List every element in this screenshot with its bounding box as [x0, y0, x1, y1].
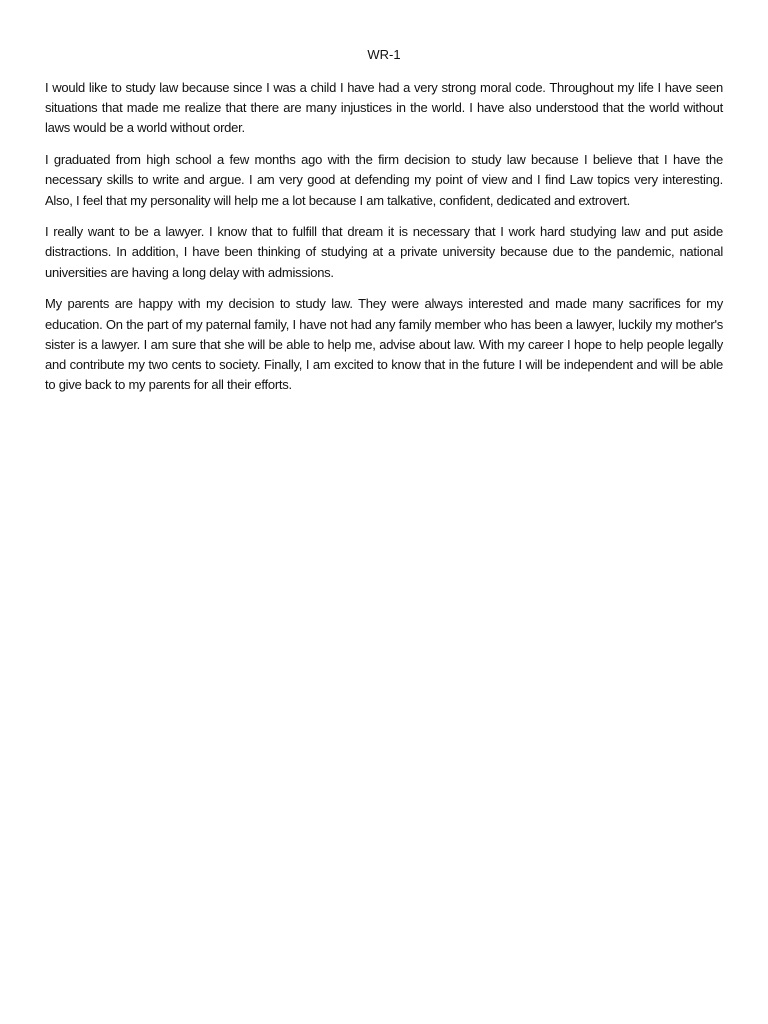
document-title: WR-1 [367, 47, 401, 62]
paragraph-1: I would like to study law because since I was a child I have had a very strong moral code. Throughout my life I have seen situations that made me realize that there are many injustices in the world. I have also understood that the world without laws would be a world without order. [45, 80, 723, 136]
document-body [45, 78, 723, 407]
paragraph-4: My parents are happy with my decision to study law. They were always interested and made many sacrifices for my education. On the part of my paternal family, I have not had any family member who has been a lawyer, luckily my mother's sister is a lawyer. I am sure that she will be able to help me, advise about law. With my career I hope to help people legally and contribute my two cents to society. Finally, I am excited to know that in the future I will be independent and will be able to give back to my parents for all their efforts. [45, 296, 723, 393]
paragraph-2: I graduated from high school a few months ago with the firm decision to study law because I believe that I have the necessary skills to write and argue. I am very good at defending my point of view and I find Law topics very interesting. Also, I feel that my personality will help me a lot because I am talkative, confident, dedicated and extrovert. [45, 152, 723, 208]
paragraph-3: I really want to be a lawyer. I know that to fulfill that dream it is necessary that I work hard studying law and put aside distractions. In addition, I have been thinking of studying at a private university because due to the pandemic, national universities are having a long delay with admissions. [45, 224, 723, 280]
